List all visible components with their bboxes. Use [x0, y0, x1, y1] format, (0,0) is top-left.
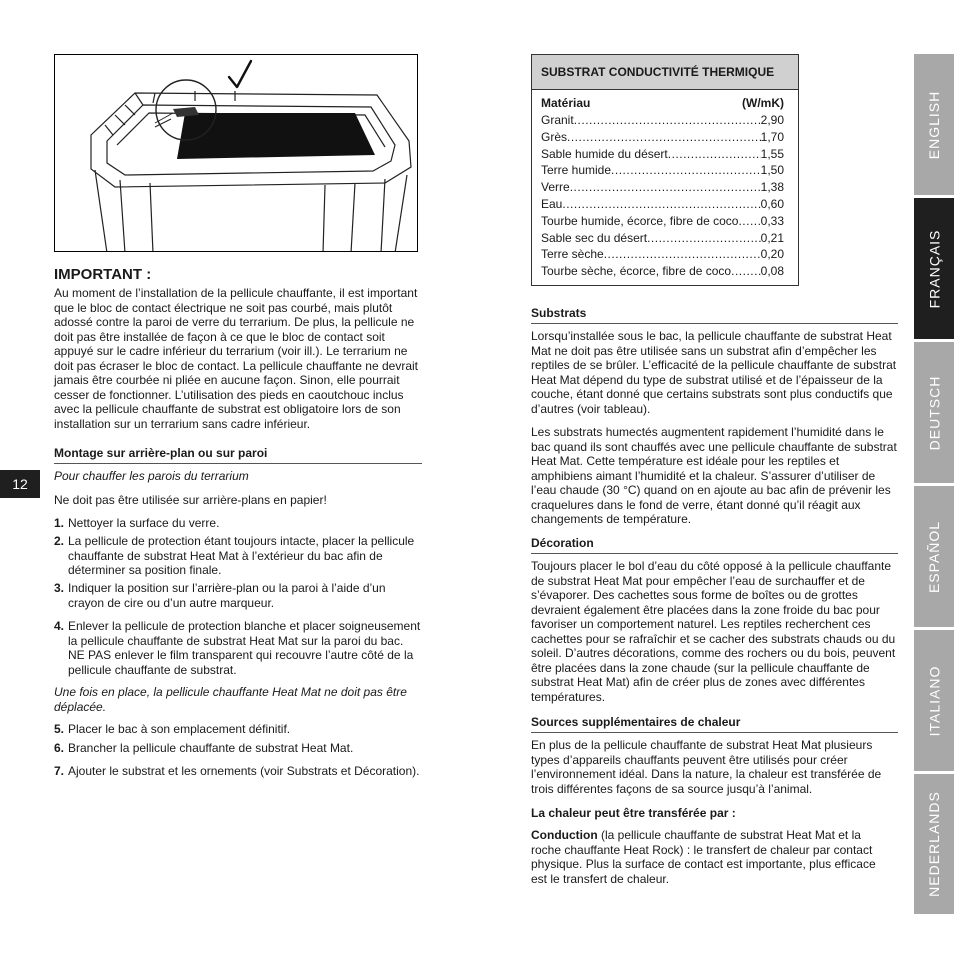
- terrarium-drawing: [55, 55, 418, 252]
- leader-dots: [668, 146, 761, 163]
- material-cell: Granit: [541, 113, 574, 127]
- table-row: [541, 146, 784, 163]
- tab-nederlands[interactable]: [914, 774, 954, 914]
- leader-dots: [738, 213, 760, 230]
- value-cell: 1,70: [760, 129, 784, 144]
- leader-dots: [647, 230, 761, 247]
- step-text: Placer le bac à son emplacement définitif.: [68, 722, 291, 736]
- material-cell: Sable sec du désert: [541, 230, 648, 245]
- step-number: 1.: [54, 516, 65, 530]
- leader-dots: [570, 179, 761, 196]
- step-4: [54, 619, 422, 677]
- table-row: [541, 129, 784, 146]
- column-unit: (W/mK): [742, 96, 784, 110]
- step-6: [54, 741, 422, 756]
- conductivity-table: [531, 54, 799, 286]
- column-material: Matériau: [541, 96, 591, 110]
- leader-dots: [731, 263, 761, 280]
- value-cell: 0,33: [760, 213, 784, 228]
- important-title: IMPORTANT :: [54, 266, 152, 283]
- montage-divider: [54, 463, 422, 464]
- table-row: [541, 263, 784, 280]
- material-cell: Tourbe sèche, écorce, fibre de coco: [541, 264, 732, 279]
- conduction-paragraph: [531, 828, 891, 886]
- tab-espanol[interactable]: [914, 486, 954, 627]
- step-text: Nettoyer la surface du verre.: [68, 516, 220, 530]
- tab-italiano[interactable]: [914, 630, 954, 771]
- table-row: [541, 230, 784, 247]
- value-cell: 1,38: [760, 180, 784, 195]
- sources-paragraph: En plus de la pellicule chauffante de substrat Heat Mat plusieurs types d’appareils chauffants peuvent être utilisés pour créer l’environnement idéal. Dans la nature, la chaleur est transférée de trois différentes façons de sa source jusqu’à l’animal.: [531, 738, 882, 796]
- table-row: [541, 179, 784, 196]
- step-text: Brancher la pellicule chauffante de substrat Heat Mat.: [68, 741, 354, 755]
- table-row: [541, 112, 784, 129]
- tab-english[interactable]: [914, 54, 954, 195]
- material-cell: Terre humide: [541, 163, 612, 178]
- table-header-row: [541, 95, 784, 111]
- decoration-heading: Décoration: [531, 536, 594, 550]
- step-5: [54, 722, 422, 737]
- material-cell: Eau: [541, 196, 563, 211]
- step-1: [54, 516, 422, 531]
- leader-dots: [567, 129, 761, 146]
- language-tabs: [914, 54, 954, 914]
- step-3: [54, 581, 422, 610]
- important-text: Au moment de l’installation de la pellicule chauffante, il est important que le bloc de contact électrique ne soit pas courbé, mais plutôt adossé contre la paroi de verre du terrarium. De plus, la pellicule ne doit pas être installée de façon à ce que le bloc de contact soit appuyé sur le cadre inférieur du terrarium (voir ill.). Le terrarium ne doit pas écraser le bloc de contact. La pellicule chauffante ne devrait jamais être courbée ni pliée en aucune façon. Sinon, elle pourrait cesser de fonctionner. L’utilisation des pieds en caoutchouc inclus avec la pellicule chauffante de substrat est obligatoire lors de son installation sur un terrarium sans cadre inférieur.: [54, 286, 419, 431]
- table-row: [541, 162, 784, 179]
- material-cell: Tourbe humide, écorce, fibre de coco: [541, 213, 739, 228]
- sources-heading: Sources supplémentaires de chaleur: [531, 715, 741, 729]
- table-title: SUBSTRAT CONDUCTIVITÉ THERMIQUE: [532, 55, 798, 90]
- tab-label: NEDERLANDS: [926, 791, 943, 897]
- tab-deutsch[interactable]: [914, 342, 954, 483]
- table-row: [541, 213, 784, 230]
- value-cell: 1,55: [760, 146, 784, 161]
- leader-dots: [562, 196, 760, 213]
- step-number: 6.: [54, 741, 65, 755]
- montage-warning: Une fois en place, la pellicule chauffante Heat Mat ne doit pas être déplacée.: [54, 685, 407, 714]
- value-cell: 0,20: [760, 247, 784, 262]
- step-number: 4.: [54, 619, 65, 633]
- leader-dots: [611, 162, 761, 179]
- value-cell: 1,50: [760, 163, 784, 178]
- montage-subtitle: Pour chauffer les parois du terrarium: [54, 469, 249, 483]
- step-text: La pellicule de protection étant toujours intacte, placer la pellicule chauffante de substrat Heat Mat à l’extérieur du bac afin de déterminer sa position finale.: [68, 534, 415, 577]
- step-number: 5.: [54, 722, 65, 736]
- table-row: [541, 246, 784, 263]
- decoration-divider: [531, 553, 898, 554]
- transfer-subheading: La chaleur peut être transférée par :: [531, 806, 736, 820]
- step-number: 3.: [54, 581, 65, 595]
- tab-label: DEUTSCH: [926, 375, 943, 450]
- step-7: [54, 764, 422, 779]
- step-text: Enlever la pellicule de protection blanche et placer soigneusement la pellicule chauffante de substrat Heat Mat sur la paroi du bac. NE PAS enlever le film transparent qui recouvre l’autre côté de la pellicule chauffante de substrat.: [68, 619, 421, 677]
- value-cell: 2,90: [760, 113, 784, 127]
- material-cell: Terre sèche: [541, 247, 604, 262]
- tab-label: ENGLISH: [926, 90, 942, 159]
- checkmark-icon: [229, 61, 251, 87]
- conduction-text: (la pellicule chauffante de substrat Heat Mat et la roche chauffante Heat Rock) : le transfert de chaleur par contact physique. Plus la surface de contact est importante, plus efficace est le transfert de chaleur.: [531, 828, 876, 886]
- step-2: [54, 534, 422, 578]
- substrats-heading: Substrats: [531, 306, 587, 320]
- decoration-paragraph: Toujours placer le bol d’eau du côté opposé à la pellicule chauffante de substrat Heat Mat pour empêcher l’eau de surchauffer et de s’évaporer. Des cachettes sous forme de boîtes ou de grottes devraient également être placées dans la zone froide du bac pour favoriser un comportement naturel. Les reptiles recherchent ces cachettes pour se rafraîchir et se cacher des substrats chauds ou du soleil. D’autres décorations, comme des rochers ou du bois, peuvent être placées dans la zone chaude (sur la pellicule chauffante de substrat Heat Mat) afin de créer plus de zones avec différentes températures.: [531, 559, 896, 704]
- tab-francais[interactable]: [914, 198, 954, 339]
- value-cell: 0,60: [760, 196, 784, 211]
- substrats-divider: [531, 323, 898, 324]
- value-cell: 0,21: [760, 230, 784, 245]
- table-row: [541, 196, 784, 213]
- step-text: Indiquer la position sur l’arrière-plan ou la paroi à l’aide d’un crayon de cire ou d’un autre marqueur.: [68, 581, 386, 610]
- page-number: 12: [0, 470, 40, 498]
- material-cell: Verre: [541, 180, 570, 195]
- step-text: Ajouter le substrat et les ornements (voir Substrats et Décoration).: [68, 764, 420, 778]
- material-cell: Sable humide du désert: [541, 146, 668, 161]
- montage-heading: Montage sur arrière-plan ou sur paroi: [54, 446, 268, 460]
- tab-label: ESPAÑOL: [926, 520, 943, 593]
- step-number: 7.: [54, 764, 65, 778]
- material-cell: Grès: [541, 129, 568, 144]
- substrats-paragraph-1: Lorsqu’installée sous le bac, la pellicule chauffante de substrat Heat Mat ne doit pas être utilisée sans un substrat afin d’empêcher les reptiles de se brûler. L’efficacité de la pellicule chauffante de substrat Heat Mat dépend du type de substrat utilisé et de l’épaisseur de la couche, étant donné que certains substrats sont plus conductifs que d’autres (voir tableau).: [531, 329, 897, 416]
- leader-dots: [574, 112, 761, 129]
- conduction-term: Conduction: [531, 828, 598, 842]
- leader-dots: [604, 246, 761, 263]
- substrats-paragraph-2: Les substrats humectés augmentent rapidement l’humidité dans le bac quand ils sont chauffés avec une pellicule chauffante de substrat Heat Mat. Cette température est idéale pour les reptiles et amphibiens aimant l’humidité et la chaleur. S’assurer d’utiliser de l’eau chaude (30 °C) quand on en ajoute au bac afin de prévenir les craquelures dans le fond de verre, étant donné qu’il réagit aux changements de température.: [531, 425, 897, 526]
- montage-note: Ne doit pas être utilisée sur arrière-plans en papier!: [54, 493, 327, 507]
- tab-label: FRANÇAIS: [926, 229, 943, 308]
- tab-label: ITALIANO: [926, 665, 943, 736]
- value-cell: 0,08: [760, 264, 784, 279]
- sources-divider: [531, 732, 898, 733]
- terrarium-illustration: [54, 54, 418, 252]
- table-body: [532, 90, 798, 280]
- step-number: 2.: [54, 534, 65, 548]
